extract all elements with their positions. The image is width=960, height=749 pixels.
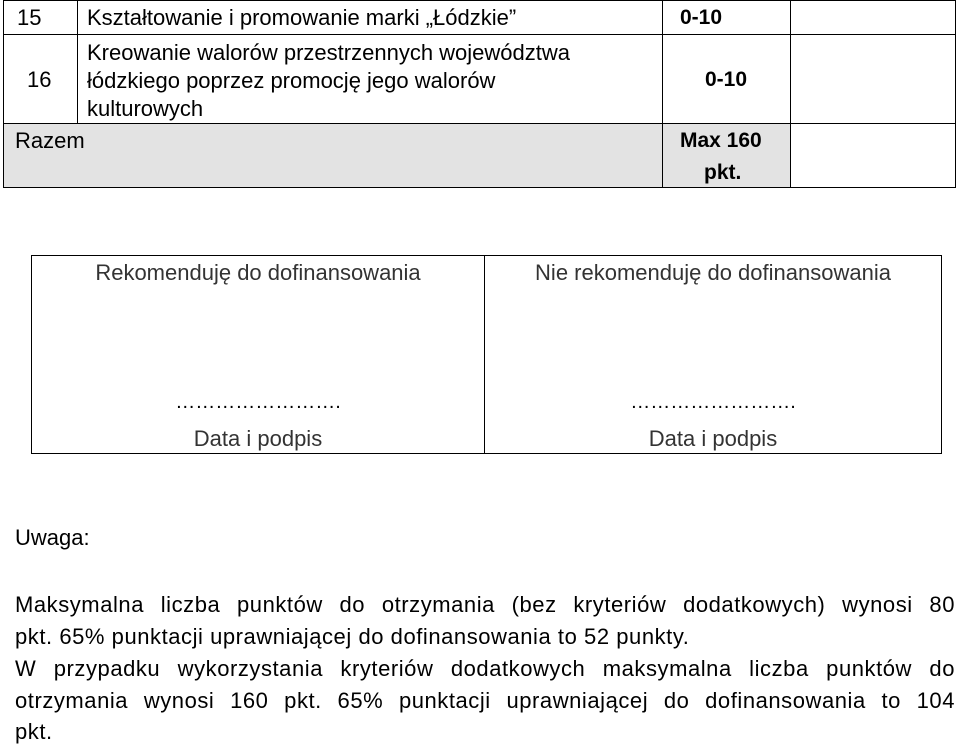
note-heading: Uwaga: — [15, 525, 90, 550]
not-recommend-signature-label: Data i podpis — [648, 426, 778, 451]
row-score: 0-10 — [705, 68, 748, 91]
box-line — [31, 255, 32, 454]
note-line: W przypadku wykorzystania kryteriów dodatkowych maksymalna liczba punktów do — [15, 656, 955, 681]
row-criterion: Kształtowanie i promowanie marki „Łódzkie” — [87, 5, 517, 30]
row-number: 15 — [17, 5, 42, 30]
table-line — [77, 0, 78, 123]
table-line — [3, 187, 956, 188]
box-line — [31, 453, 942, 454]
box-line — [31, 255, 942, 256]
box-line — [941, 255, 942, 454]
not-recommend-heading: Nie rekomenduję do dofinansowania — [535, 260, 891, 285]
total-score: Max 160 — [680, 129, 762, 152]
table-line — [3, 123, 956, 124]
table-line — [790, 0, 791, 188]
box-line — [484, 255, 485, 454]
row-score: 0-10 — [680, 6, 723, 29]
table-line — [3, 34, 956, 35]
row-number: 16 — [27, 67, 52, 92]
row-criterion: kulturowych — [87, 96, 204, 121]
row-criterion: Kreowanie walorów przestrzennych województwa — [87, 40, 571, 65]
total-row-background — [4, 123, 790, 187]
not-recommend-signature-dots: ……………………. — [630, 391, 796, 413]
note-line: pkt. — [15, 719, 53, 744]
note-line: Maksymalna liczba punktów do otrzymania (bez kryteriów dodatkowych) wynosi 80 — [15, 592, 955, 617]
recommend-signature-label: Data i podpis — [193, 426, 323, 451]
recommend-heading: Rekomenduję do dofinansowania — [95, 260, 421, 285]
table-line — [3, 0, 956, 1]
row-criterion: łódzkiego poprzez promocję jego walorów — [87, 68, 496, 93]
table-line — [3, 0, 4, 188]
table-line — [662, 0, 663, 188]
recommend-signature-dots: ……………………. — [175, 391, 341, 413]
table-line — [955, 0, 956, 188]
total-label: Razem — [15, 128, 85, 153]
total-score: pkt. — [704, 161, 742, 184]
note-line: otrzymania wynosi 160 pkt. 65% punktacji uprawniającej do dofinansowania to 104 — [15, 688, 955, 713]
note-line: pkt. 65% punktacji uprawniającej do dofinansowania to 52 punkty. — [15, 624, 690, 649]
